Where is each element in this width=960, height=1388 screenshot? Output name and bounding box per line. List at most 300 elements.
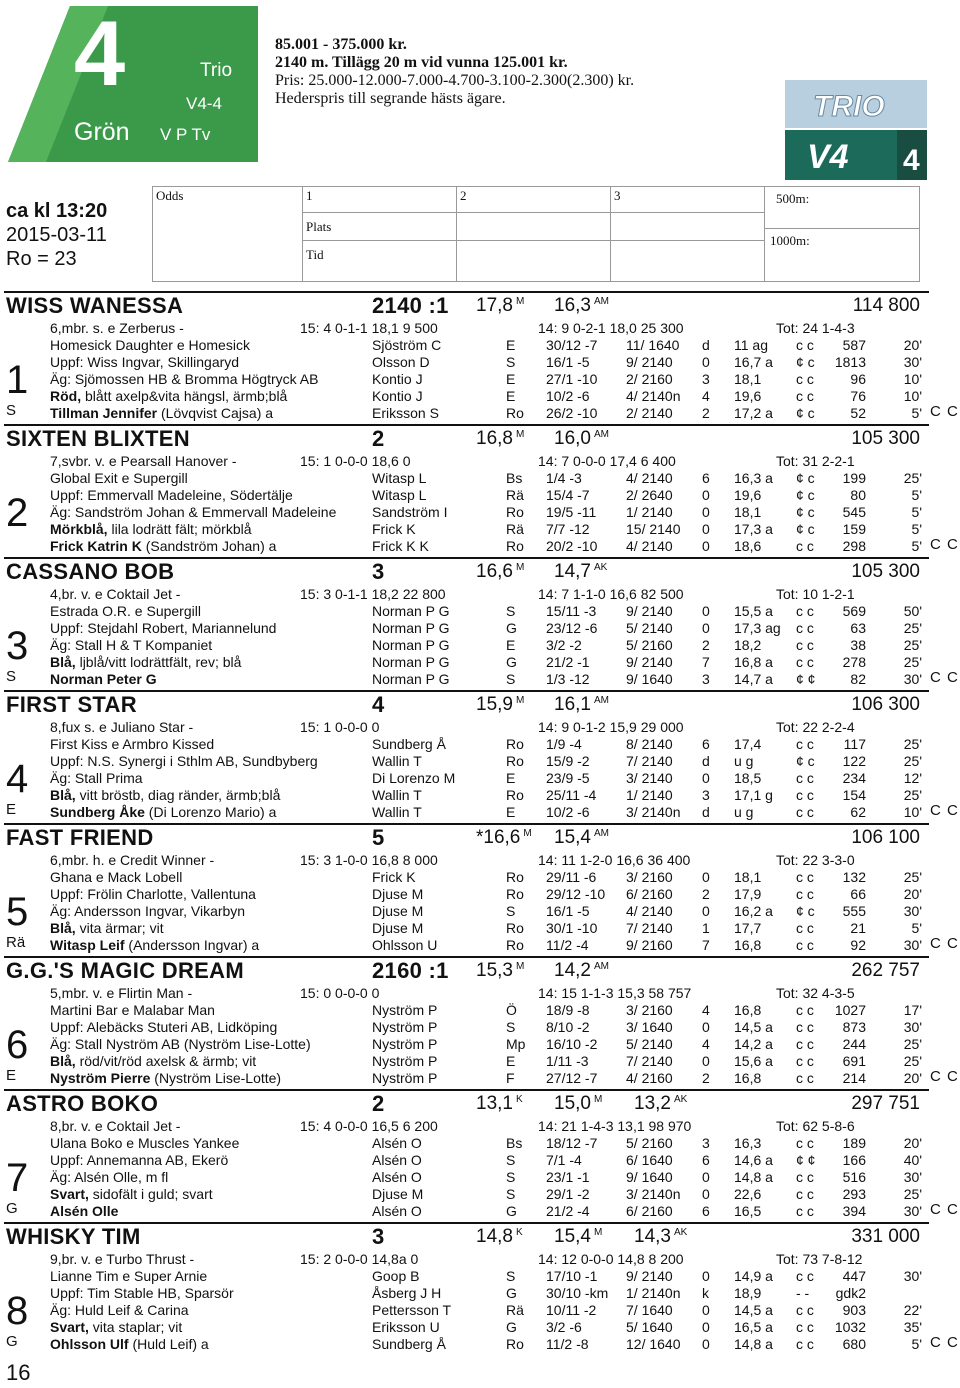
start-cell: 25' <box>903 470 922 486</box>
info-text: (Sandström Johan) a <box>141 538 277 554</box>
info-bold: Mörkblå, <box>50 521 108 537</box>
start-cell: 873 <box>842 1019 866 1035</box>
horse-info <box>50 1203 118 1219</box>
start-number: 4 <box>6 757 29 801</box>
start-cell: 8/10 -2 <box>546 1019 590 1035</box>
start-cell: 16,5 a <box>734 1319 773 1335</box>
horse-stats: Tot: 62 5-8-6 <box>776 1118 855 1134</box>
race-color: Grön <box>74 118 130 146</box>
race-prize-range: 85.001 - 375.000 kr. <box>275 36 407 53</box>
start-cell: 394 <box>842 1203 866 1219</box>
info-text: (Nyström Lise-Lotte) <box>150 1070 282 1086</box>
start-cell: 14,2 a <box>734 1036 773 1052</box>
start-cell: d <box>702 804 710 820</box>
start-cell: 40' <box>903 1152 922 1168</box>
horse-stats: 14: 11 1-2-0 16,6 36 400 <box>538 852 691 868</box>
start-cell: ¢ c <box>796 521 815 537</box>
shoe-info: E <box>6 801 17 818</box>
start-cell: ¢ c <box>796 753 815 769</box>
start-cell: Ro <box>506 1336 524 1352</box>
start-cell: 0 <box>702 1169 710 1185</box>
horse-stats: Tot: 32 4-3-5 <box>776 985 855 1001</box>
grid-divider <box>610 186 611 282</box>
start-cell: 19,6 <box>734 487 762 503</box>
start-cell: c c <box>796 1336 814 1352</box>
record-2 <box>554 694 609 716</box>
start-cell: c c <box>796 1036 814 1052</box>
start-cell: d <box>702 753 710 769</box>
start-cell: ¢ ¢ <box>796 671 816 687</box>
start-cell: c c <box>796 804 814 820</box>
start-cell: c c <box>796 371 814 387</box>
start-cell: 10' <box>903 804 922 820</box>
start-cell: 30/1 -10 <box>546 920 598 936</box>
horse-stats: Tot: 24 1-4-3 <box>776 320 855 336</box>
start-cell: ¢ c <box>796 405 815 421</box>
horse-info <box>50 1036 311 1052</box>
start-cell: 16/1 -5 <box>546 903 590 919</box>
horse-info <box>50 920 164 936</box>
end-mark: C C <box>930 935 959 952</box>
start-cell: 0 <box>702 504 710 520</box>
start-cell: 1/ 2140 <box>626 504 673 520</box>
horse-stats: Tot: 31 2-2-1 <box>776 453 855 469</box>
race-prizes: Pris: 25.000-12.000-7.000-4.700-3.100-2.300(2.300) kr. <box>275 72 635 89</box>
horse-info <box>50 937 259 953</box>
start-cell: 17,7 <box>734 920 762 936</box>
start-cell: 680 <box>842 1336 866 1352</box>
info-text: Estrada O.R. e Supergill <box>50 603 201 619</box>
start-cell: 199 <box>842 470 866 486</box>
start-cell: 9/ 2140 <box>626 354 673 370</box>
start-cell: 6 <box>702 736 710 752</box>
start-cell: 30' <box>903 1019 922 1035</box>
start-cell: 691 <box>842 1053 866 1069</box>
info-bold: Blå, <box>50 787 76 803</box>
start-cell: 11/2 -4 <box>546 937 589 953</box>
horse-info <box>50 654 241 670</box>
horse-stats: 14: 15 1-1-3 15,3 58 757 <box>538 985 692 1001</box>
start-cell: 82 <box>850 671 866 687</box>
start-cell: 80 <box>850 487 866 503</box>
info-text: Äg: Stall Prima <box>50 770 143 786</box>
shoe-info: G <box>6 1333 18 1350</box>
start-cell: 17,2 a <box>734 405 773 421</box>
place-1-label: 1 <box>306 188 313 203</box>
start-cell: c c <box>796 1302 814 1318</box>
horse-stats: 14: 21 1-4-3 13,1 98 970 <box>538 1118 692 1134</box>
section-rule <box>4 1222 929 1224</box>
start-cell: E <box>506 770 516 786</box>
start-cell: Nyström P <box>372 1070 438 1086</box>
info-bold: Alsén Olle <box>50 1203 119 1219</box>
horse-info <box>50 1002 215 1018</box>
start-cell: 15/4 -7 <box>546 487 590 503</box>
start-cell: 5' <box>911 504 922 520</box>
start-cell: 7/ 2140 <box>626 753 673 769</box>
500m-label: 500m: <box>776 191 810 206</box>
horse-name: WHISKY TIM <box>6 1224 141 1249</box>
horse-name: FIRST STAR <box>6 692 137 717</box>
start-cell: Norman P G <box>372 620 450 636</box>
start-cell: 159 <box>842 521 866 537</box>
start-cell: G <box>506 1319 517 1335</box>
start-cell: u g <box>734 804 754 820</box>
horse-info <box>50 1319 182 1335</box>
grid-divider <box>764 228 920 229</box>
horse-info <box>50 354 239 370</box>
start-cell: Olsson D <box>372 354 430 370</box>
start-cell: Ro <box>506 937 524 953</box>
start-cell: c c <box>796 1319 814 1335</box>
grid-divider <box>302 212 764 213</box>
info-text: Äg: Stall Nyström AB (Nyström Lise-Lotte) <box>50 1036 311 1052</box>
start-cell: 18,5 <box>734 770 762 786</box>
start-cell: 6 <box>702 470 710 486</box>
horse-info <box>50 487 293 503</box>
record-2-suffix: AM <box>593 428 609 440</box>
start-cell: Rä <box>506 487 524 503</box>
start-cell: 2 <box>702 1070 710 1086</box>
prize-money: 106 100 <box>851 827 920 848</box>
start-cell: u g <box>734 753 754 769</box>
horse-info <box>50 1152 228 1168</box>
start-cell: 4/ 2160 <box>626 1070 673 1086</box>
record-1-value: 15,9 <box>476 694 513 715</box>
start-cell: 0 <box>702 620 710 636</box>
start-cell: 516 <box>842 1169 866 1185</box>
start-cell: 1 <box>702 920 710 936</box>
horse-stats: 5,mbr. v. e Flirtin Man - <box>50 985 193 1001</box>
start-cell: Alsén O <box>372 1203 422 1219</box>
start-cell: S <box>506 903 516 919</box>
start-cell: gdk2 <box>835 1285 866 1301</box>
horse-info <box>50 405 273 421</box>
start-cell: Ohlsson U <box>372 937 438 953</box>
start-cell: 17,3 ag <box>734 620 781 636</box>
info-text: röd/vit/röd axelsk & ärmb; vit <box>75 1053 257 1069</box>
race-honor-prize: Hederspris till segrande hästs ägare. <box>275 90 506 107</box>
start-cell: 7 <box>702 654 710 670</box>
start-cell: 25' <box>903 654 922 670</box>
start-cell: 16,8 a <box>734 654 773 670</box>
start-cell: 0 <box>702 487 710 503</box>
start-cell: Wallin T <box>372 804 422 820</box>
start-cell: 9/ 1640 <box>626 671 673 687</box>
record-2 <box>554 561 607 583</box>
start-cell: 18/9 -8 <box>546 1002 590 1018</box>
start-cell: 35' <box>903 1319 922 1335</box>
start-cell: 5/ 2160 <box>626 637 673 653</box>
start-cell: Frick K <box>372 869 416 885</box>
info-bold: Svart, <box>50 1319 89 1335</box>
info-bold: Blå, <box>50 654 76 670</box>
info-text: Ulana Boko e Muscles Yankee <box>50 1135 240 1151</box>
start-cell: 5' <box>911 405 922 421</box>
start-cell: 11 ag <box>734 337 768 353</box>
start-cell: Ro <box>506 886 524 902</box>
start-cell: 3/2 -6 <box>546 1319 582 1335</box>
info-bold: Tillman Jennifer <box>50 405 158 421</box>
horse-name: SIXTEN BLIXTEN <box>6 426 190 451</box>
start-cell: E <box>506 388 516 404</box>
info-bold: Sundberg Åke <box>50 804 145 820</box>
start-cell: 29/12 -10 <box>546 886 606 902</box>
horse-info <box>50 869 182 885</box>
turnover: Ro = 23 <box>6 248 77 270</box>
start-number: 8 <box>6 1289 29 1333</box>
info-text: Äg: Andersson Ingvar, Vikarbyn <box>50 903 246 919</box>
start-cell: 1/4 -3 <box>546 470 582 486</box>
start-cell: 1/11 -3 <box>546 1053 589 1069</box>
start-cell: Goop B <box>372 1268 420 1284</box>
trio-v4-logo <box>785 80 927 180</box>
info-text: (Di Lorenzo Mario) a <box>144 804 277 820</box>
start-cell: Alsén O <box>372 1152 422 1168</box>
record-1 <box>476 561 524 583</box>
horse-stats: Tot: 22 3-3-0 <box>776 852 855 868</box>
horse-stats: 6,mbr. s. e Zerberus - <box>50 320 184 336</box>
horse-info <box>50 538 276 554</box>
svg-text:V4: V4 <box>807 138 849 176</box>
record-1-value: 16,8 <box>476 428 513 449</box>
start-cell: 25' <box>903 753 922 769</box>
info-text: Uppf: Annemanna AB, Ekerö <box>50 1152 229 1168</box>
start-cell: 25' <box>903 637 922 653</box>
info-bold: Röd, <box>50 388 82 404</box>
info-bold: Ohlsson Ulf <box>50 1336 129 1352</box>
start-cell: 1032 <box>834 1319 866 1335</box>
start-cell: 62 <box>850 804 866 820</box>
horse-stats: Tot: 10 1-2-1 <box>776 586 855 602</box>
start-cell: Ro <box>506 504 524 520</box>
start-cell: Ro <box>506 405 524 421</box>
page-number: 16 <box>6 1360 31 1385</box>
start-cell: E <box>506 637 516 653</box>
start-cell: 14,9 a <box>734 1268 773 1284</box>
start-cell: Nyström P <box>372 1002 438 1018</box>
record-1 <box>476 694 524 716</box>
info-text: vitt bröstb, diag ränder, ärmb;blå <box>75 787 281 803</box>
horse-stats: 15: 4 0-0-0 16,5 6 200 <box>300 1118 438 1134</box>
start-cell: E <box>506 371 516 387</box>
start-cell: Djuse M <box>372 920 424 936</box>
start-cell: 18,6 <box>734 538 762 554</box>
horse-info <box>50 521 252 537</box>
record-1-value: 17,8 <box>476 295 513 316</box>
horse-info <box>50 470 188 486</box>
start-cell: 6/ 1640 <box>626 1152 673 1168</box>
start-cell: 18,1 <box>734 869 762 885</box>
horse-stats: 14: 12 0-0-0 14,8 8 200 <box>538 1251 684 1267</box>
start-cell: 96 <box>850 371 866 387</box>
start-cell: S <box>506 1268 516 1284</box>
start-cell: 20/2 -10 <box>546 538 598 554</box>
svg-text:4: 4 <box>903 144 920 177</box>
start-cell: Ro <box>506 736 524 752</box>
horse-info <box>50 1070 281 1086</box>
start-cell: Kontio J <box>372 388 423 404</box>
start-cell: 30' <box>903 354 922 370</box>
start-cell: Sundberg Å <box>372 736 446 752</box>
record-2-suffix: M <box>593 1093 603 1105</box>
start-cell: 244 <box>842 1036 866 1052</box>
start-cell: c c <box>796 1135 814 1151</box>
start-cell: 17/10 -1 <box>546 1268 598 1284</box>
start-cell: k <box>702 1285 709 1301</box>
start-cell: c c <box>796 538 814 554</box>
horse-info <box>50 886 256 902</box>
start-cell: 52 <box>850 405 866 421</box>
record-2-value: 16,3 <box>554 295 591 316</box>
start-cell: 20' <box>903 886 922 902</box>
horse-name: G.G.'S MAGIC DREAM <box>6 958 244 983</box>
race-distance: 2140 m. Tillägg 20 m vid vunna 125.001 kr. <box>275 54 568 71</box>
start-cell: 5' <box>911 920 922 936</box>
start-cell: c c <box>796 1070 814 1086</box>
start-number: 6 <box>6 1023 29 1067</box>
horse-stats: 15: 3 0-1-1 18,2 22 800 <box>300 586 446 602</box>
start-cell: 23/9 -5 <box>546 770 590 786</box>
start-cell: 30/10 -km <box>546 1285 609 1301</box>
horse-name: ASTRO BOKO <box>6 1091 159 1116</box>
start-cell: Frick K <box>372 521 416 537</box>
info-text: (Huld Leif) a <box>128 1336 209 1352</box>
start-cell: 2/ 2640 <box>626 487 673 503</box>
grid-divider <box>764 186 765 282</box>
start-cell: Djuse M <box>372 886 424 902</box>
start-cell: 20' <box>903 1135 922 1151</box>
grid-divider <box>302 186 303 282</box>
horse-stats: 15: 1 0-0-0 18,6 0 <box>300 453 411 469</box>
start-cell: 20' <box>903 1070 922 1086</box>
start-cell: 132 <box>842 869 866 885</box>
start-cell: 4 <box>702 1002 710 1018</box>
start-cell: 0 <box>702 1186 710 1202</box>
start-cell: 4/ 2140 <box>626 470 673 486</box>
start-cell: 27/12 -7 <box>546 1070 598 1086</box>
horse-distance: 2140 :1 <box>372 293 449 318</box>
start-cell: 0 <box>702 903 710 919</box>
shoe-info: S <box>6 668 17 685</box>
start-cell: Eriksson S <box>372 405 439 421</box>
horse-stats: 14: 9 0-1-2 15,9 29 000 <box>538 719 684 735</box>
info-bold: Norman Peter G <box>50 671 157 687</box>
horse-stats: 15: 2 0-0-0 14,8a 0 <box>300 1251 419 1267</box>
start-cell: ¢ c <box>796 504 815 520</box>
end-mark: C C <box>930 403 959 420</box>
record-3-value: 13,2 <box>634 1093 671 1114</box>
start-number: 2 <box>6 491 29 535</box>
horse-stats: 15: 1 0-0-0 0 <box>300 719 380 735</box>
start-cell: c c <box>796 937 814 953</box>
start-number: 5 <box>6 890 29 934</box>
start-cell: 16,8 <box>734 937 762 953</box>
start-cell: 154 <box>842 787 866 803</box>
start-cell: 16,3 <box>734 1135 762 1151</box>
record-3 <box>634 1226 687 1248</box>
start-cell: 3/2 -2 <box>546 637 582 653</box>
start-cell: 30' <box>903 937 922 953</box>
horse-stats: 9,br. v. e Turbo Thrust - <box>50 1251 195 1267</box>
start-cell: 11/2 -8 <box>546 1336 589 1352</box>
start-cell: 117 <box>843 736 866 752</box>
start-cell: 9/ 2140 <box>626 654 673 670</box>
start-cell: E <box>506 1053 516 1069</box>
record-1-value: *16,6 <box>476 827 521 848</box>
record-2 <box>554 827 609 849</box>
horse-stats: 15: 4 0-1-1 18,1 9 500 <box>300 320 438 336</box>
start-cell: c c <box>796 920 814 936</box>
start-cell: 0 <box>702 603 710 619</box>
start-cell: Djuse M <box>372 903 424 919</box>
start-cell: Pettersson T <box>372 1302 452 1318</box>
start-cell: c c <box>796 736 814 752</box>
start-cell: 4/ 2140 <box>626 538 673 554</box>
start-cell: 4 <box>702 1036 710 1052</box>
record-1-suffix: M <box>515 561 525 573</box>
start-cell: c c <box>796 1169 814 1185</box>
record-3-suffix: AK <box>673 1093 688 1105</box>
start-cell: 7/1 -4 <box>546 1152 582 1168</box>
record-2-value: 15,4 <box>554 1226 591 1247</box>
start-cell: 19/5 -11 <box>546 504 597 520</box>
start-cell: 66 <box>850 886 866 902</box>
start-cell: 3/ 1640 <box>626 1019 673 1035</box>
start-cell: 1/3 -12 <box>546 671 590 687</box>
info-text: sidofält i guld; svart <box>88 1186 213 1202</box>
start-cell: ¢ ¢ <box>796 1152 816 1168</box>
prize-money: 331 000 <box>851 1226 920 1247</box>
info-bold: Blå, <box>50 920 76 936</box>
start-cell: 9/ 2140 <box>626 1268 673 1284</box>
start-cell: 0 <box>702 869 710 885</box>
start-cell: Alsén O <box>372 1169 422 1185</box>
horse-info <box>50 1186 213 1202</box>
start-cell: 16,8 <box>734 1002 762 1018</box>
start-cell: Ro <box>506 787 524 803</box>
start-cell: Alsén O <box>372 1135 422 1151</box>
start-cell: 3/ 2140n <box>626 1186 681 1202</box>
start-cell: 0 <box>702 1019 710 1035</box>
start-cell: ¢ c <box>796 354 815 370</box>
start-cell: ¢ c <box>796 903 815 919</box>
horse-info <box>50 1268 207 1284</box>
horse-distance: 2 <box>372 1091 385 1116</box>
start-cell: 7/7 -12 <box>546 521 590 537</box>
start-cell: 16,7 a <box>734 354 773 370</box>
start-cell: c c <box>796 388 814 404</box>
start-cell: 25' <box>903 1053 922 1069</box>
start-cell: 0 <box>702 1268 710 1284</box>
record-2-value: 16,0 <box>554 428 591 449</box>
horse-info <box>50 1285 234 1301</box>
place-2-label: 2 <box>460 188 467 203</box>
v4-label: V4-4 <box>186 94 222 113</box>
start-cell: Norman P G <box>372 654 450 670</box>
start-cell: 17,3 a <box>734 521 773 537</box>
info-bold: Frick Katrin K <box>50 538 142 554</box>
start-cell: 0 <box>702 770 710 786</box>
start-cell: 15,5 a <box>734 603 773 619</box>
start-cell: 0 <box>702 354 710 370</box>
start-cell: c c <box>796 654 814 670</box>
start-cell: 76 <box>850 388 866 404</box>
start-cell: 5/ 2160 <box>626 1135 673 1151</box>
start-cell: 25/11 -4 <box>546 787 597 803</box>
start-cell: Norman P G <box>372 637 450 653</box>
record-1-suffix: M <box>515 428 525 440</box>
